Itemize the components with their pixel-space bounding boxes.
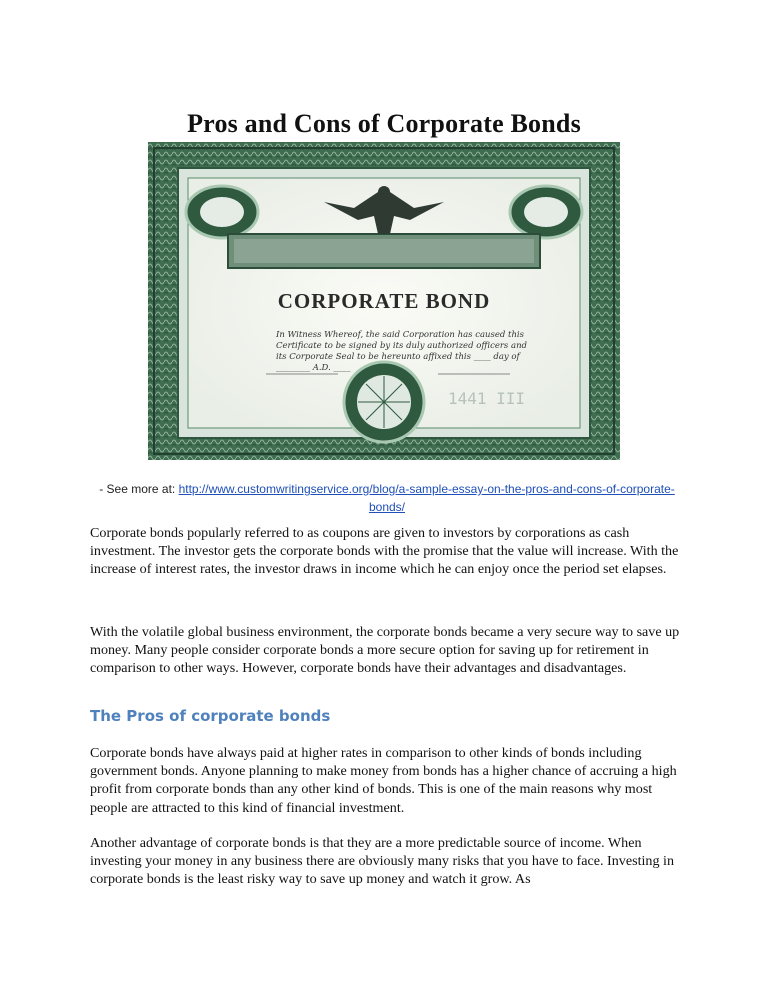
svg-text:1441 III: 1441 III — [448, 389, 526, 408]
intro-paragraph-1: Corporate bonds popularly referred to as coupons are given to investors by corporations as cash investment. The investor gets the corporate bonds with the promise that the value will increase. With the increase of interest rates, the investor draws in income which he can enjoy once the period set elapses. — [90, 525, 679, 578]
source-link[interactable]: http://www.customwritingservice.org/blog/a-sample-essay-on-the-pros-and-cons-of-corporate-bonds/ — [178, 482, 675, 514]
source-prefix: - See more at: — [99, 482, 179, 496]
pros-paragraph-2: Another advantage of corporate bonds is that they are a more predictable source of income. When investing your money in any business there are obviously many risks that you have to face. Investing in corporate bonds is the least risky way to save up money and watch it grow. As — [90, 835, 674, 888]
corporate-bond-certificate-image — [148, 142, 620, 460]
intro-paragraph-2: With the volatile global business environment, the corporate bonds became a very secure way to save up money. Many people consider corporate bonds a more secure option for saving up for retirement in comparison to other ways. However, corporate bonds have their advantages and disadvantages. — [90, 624, 680, 677]
certificate-heading: CORPORATE BOND — [277, 289, 491, 313]
certificate-witness-text: In Witness Whereof, the said Corporation has caused this Certificate to be signed by its duly authorized officers and its Corporate Seal to be hereunto affixed this ____ day of ________ A.D. ____ — [276, 330, 527, 373]
section-heading-pros: The Pros of corporate bonds — [90, 707, 331, 725]
source-line — [92, 480, 682, 516]
page-title: Pros and Cons of Corporate Bonds — [187, 109, 581, 139]
pros-paragraph-1: Corporate bonds have always paid at higher rates in comparison to other kinds of bonds including government bonds. Anyone planning to make money from bonds has a higher chance of accruing a high profit from corporate bonds than any other kind of bonds. This is one of the main reasons why most people are attracted to this kind of financial investment. — [90, 745, 677, 816]
